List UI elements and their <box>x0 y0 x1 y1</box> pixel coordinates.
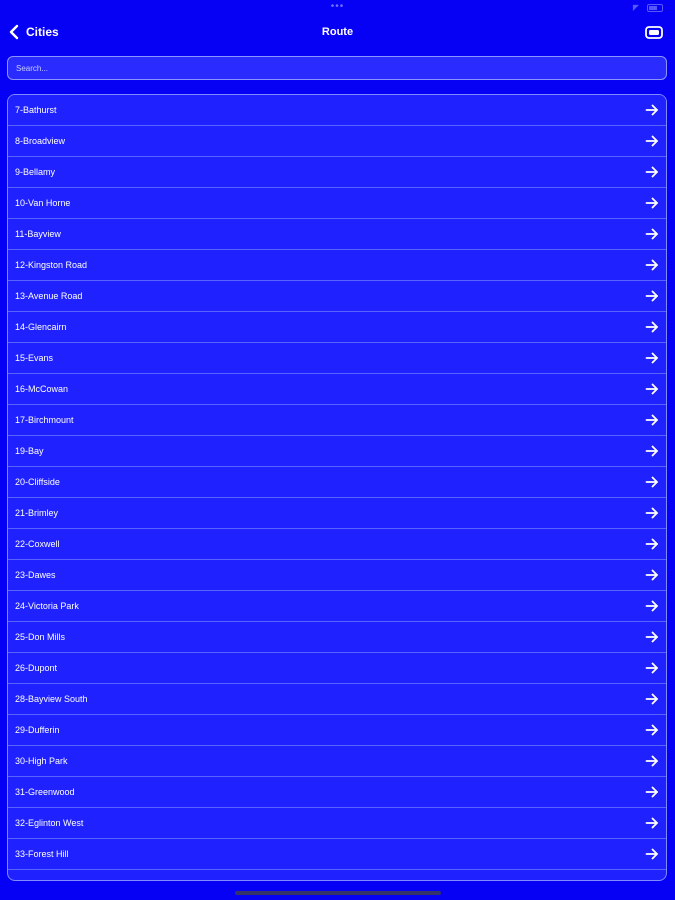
route-row[interactable] <box>8 498 666 529</box>
status-indicators <box>633 3 663 12</box>
route-label: 24-Victoria Park <box>15 601 79 611</box>
arrow-right-icon <box>645 847 659 861</box>
route-label: 8-Broadview <box>15 136 66 146</box>
back-button-label: Cities <box>26 25 59 39</box>
arrow-right-icon <box>645 723 659 737</box>
route-row[interactable] <box>8 808 666 839</box>
route-row[interactable] <box>8 188 666 219</box>
arrow-right-icon <box>645 630 659 644</box>
arrow-right-icon <box>645 475 659 489</box>
arrow-right-icon <box>645 382 659 396</box>
route-label: 28-Bayview South <box>15 694 88 704</box>
route-row[interactable] <box>8 374 666 405</box>
route-label: 30-High Park <box>15 756 68 766</box>
route-label: 31-Greenwood <box>15 787 75 797</box>
arrow-right-icon <box>645 196 659 210</box>
route-label: 32-Eglinton West <box>15 818 84 828</box>
arrow-right-icon <box>645 289 659 303</box>
route-label: 26-Dupont <box>15 663 58 673</box>
route-row[interactable] <box>8 219 666 250</box>
arrow-right-icon <box>645 413 659 427</box>
route-label: 7-Bathurst <box>15 105 57 115</box>
route-row[interactable] <box>8 746 666 777</box>
arrow-right-icon <box>645 816 659 830</box>
route-label: 14-Glencairn <box>15 322 67 332</box>
route-row[interactable] <box>8 312 666 343</box>
arrow-right-icon <box>645 351 659 365</box>
route-row[interactable] <box>8 684 666 715</box>
route-row[interactable] <box>8 839 666 870</box>
route-row[interactable] <box>8 95 666 126</box>
home-indicator[interactable] <box>235 891 441 895</box>
message-icon[interactable] <box>645 25 663 41</box>
route-label: 11-Bayview <box>15 229 61 239</box>
arrow-right-icon <box>645 444 659 458</box>
route-row[interactable] <box>8 157 666 188</box>
route-row[interactable] <box>8 405 666 436</box>
search-bar <box>7 56 667 80</box>
route-row[interactable] <box>8 529 666 560</box>
multitasking-dots[interactable]: ••• <box>330 1 345 12</box>
route-row[interactable] <box>8 343 666 374</box>
route-row[interactable] <box>8 653 666 684</box>
route-row[interactable] <box>8 715 666 746</box>
route-label: 29-Dufferin <box>15 725 60 735</box>
route-label: 21-Brimley <box>15 508 59 518</box>
arrow-right-icon <box>645 754 659 768</box>
route-label: 33-Forest Hill <box>15 849 69 859</box>
arrow-right-icon <box>645 692 659 706</box>
arrow-right-icon <box>645 165 659 179</box>
arrow-right-icon <box>645 227 659 241</box>
route-row[interactable] <box>8 591 666 622</box>
route-row[interactable] <box>8 436 666 467</box>
arrow-right-icon <box>645 134 659 148</box>
navigation-bar <box>0 20 675 46</box>
route-row[interactable] <box>8 622 666 653</box>
wifi-icon: ◤ <box>632 3 639 12</box>
route-label: 15-Evans <box>15 353 54 363</box>
route-row[interactable] <box>8 126 666 157</box>
arrow-right-icon <box>645 568 659 582</box>
route-label: 22-Coxwell <box>15 539 60 549</box>
route-label: 17-Birchmount <box>15 415 74 425</box>
route-row[interactable] <box>8 560 666 591</box>
arrow-right-icon <box>645 258 659 272</box>
route-label: 13-Avenue Road <box>15 291 83 301</box>
route-label: 16-McCowan <box>15 384 69 394</box>
route-label: 19-Bay <box>15 446 44 456</box>
route-row[interactable] <box>8 777 666 808</box>
route-label: 12-Kingston Road <box>15 260 88 270</box>
battery-icon <box>647 4 663 12</box>
arrow-right-icon <box>645 537 659 551</box>
page-title: Route <box>321 26 354 38</box>
route-label: 23-Dawes <box>15 570 56 580</box>
arrow-right-icon <box>645 785 659 799</box>
route-label: 20-Cliffside <box>15 477 60 487</box>
route-list <box>7 94 667 881</box>
arrow-right-icon <box>645 103 659 117</box>
route-label: 10-Van Horne <box>15 198 71 208</box>
arrow-right-icon <box>645 661 659 675</box>
route-row[interactable] <box>8 281 666 312</box>
arrow-right-icon <box>645 320 659 334</box>
status-bar <box>0 0 675 16</box>
arrow-right-icon <box>645 506 659 520</box>
route-row[interactable] <box>8 467 666 498</box>
route-label: 25-Don Mills <box>15 632 66 642</box>
arrow-right-icon <box>645 599 659 613</box>
route-label: 9-Bellamy <box>15 167 56 177</box>
search-input[interactable] <box>8 57 666 79</box>
route-row[interactable] <box>8 250 666 281</box>
